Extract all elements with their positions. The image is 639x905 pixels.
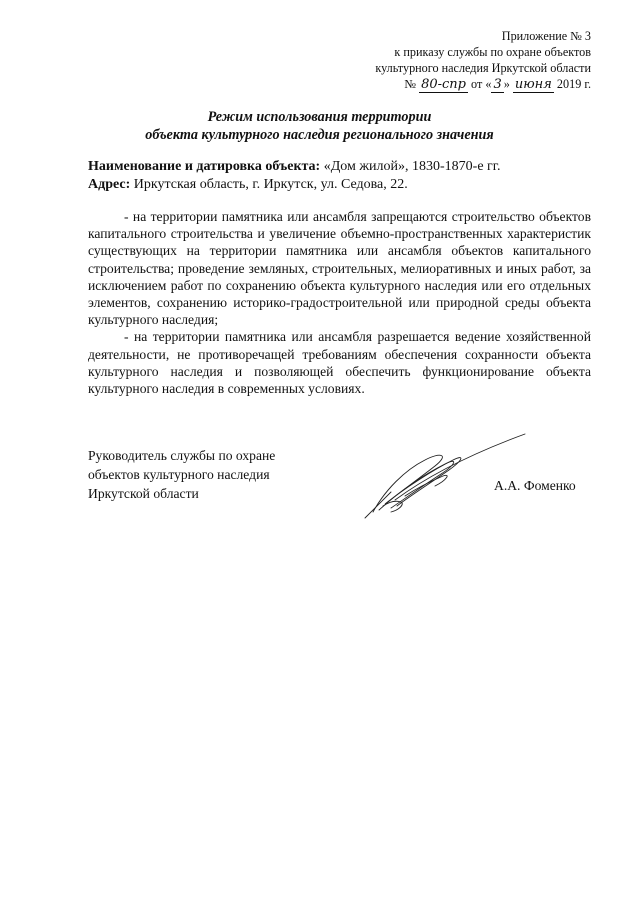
- document-title: [60, 108, 579, 144]
- appendix-number-date: [271, 76, 591, 93]
- object-name-value: «Дом жилой», 1830-1870-е гг.: [320, 159, 501, 174]
- order-day: 3: [493, 77, 502, 92]
- signatory-line-1: Руководитель службы по охране: [88, 448, 276, 463]
- object-info: [88, 158, 598, 194]
- title-line-2: объекта культурного наследия регионального значения: [145, 127, 494, 143]
- handwritten-signature: [355, 430, 530, 520]
- permission-paragraph: - на территории памятника или ансамбля разрешается ведение хозяйственной деятельности, не противоречащей требованиям обеспечения сохранности объекта культурного наследия и позволяющей обеспечить функционирование объекта культурного наследия в современных условиях.: [88, 329, 591, 397]
- order-number: 80-спр: [421, 77, 466, 92]
- appendix-order-line: к приказу службы по охране объектов: [394, 45, 591, 59]
- signatory-line-2: объектов культурного наследия: [88, 467, 270, 482]
- order-month: июня: [514, 77, 552, 92]
- signatory-name: А.А. Фоменко: [494, 478, 576, 493]
- appendix-title: Приложение № 3: [501, 29, 591, 43]
- object-address-label: Адрес:: [88, 177, 131, 192]
- object-address-value: Иркутская область, г. Иркутск, ул. Седова, 22.: [130, 177, 408, 192]
- regime-body: [88, 208, 591, 397]
- signatory-line-3: Иркутской области: [88, 486, 199, 501]
- prohibition-paragraph: - на территории памятника или ансамбля запрещаются строительство объектов капитального строительства и увеличение объемно-пространственных характеристик существующих на территории памятника или ансамбля объектов капитального строительства; проведение земляных, строительных, мелиоративных и иных работ, за исключением работ по сохранению объекта культурного наследия или его отдельных элементов, сохранению историко-градостроительной или природной среды объекта культурного наследия;: [88, 209, 591, 328]
- date-mid: »: [503, 77, 510, 91]
- appendix-authority-line: культурного наследия Иркутской области: [375, 61, 591, 75]
- date-from: от «: [471, 77, 492, 91]
- object-address-line: [88, 176, 598, 194]
- order-year: 2019 г.: [556, 77, 591, 91]
- title-line-1: Режим использования территории: [207, 109, 432, 125]
- appendix-header: [271, 28, 591, 93]
- object-name-label: Наименование и датировка объекта:: [88, 159, 321, 174]
- signatory-position: [88, 446, 348, 503]
- object-name-line: [88, 158, 598, 176]
- number-sign: №: [404, 77, 417, 91]
